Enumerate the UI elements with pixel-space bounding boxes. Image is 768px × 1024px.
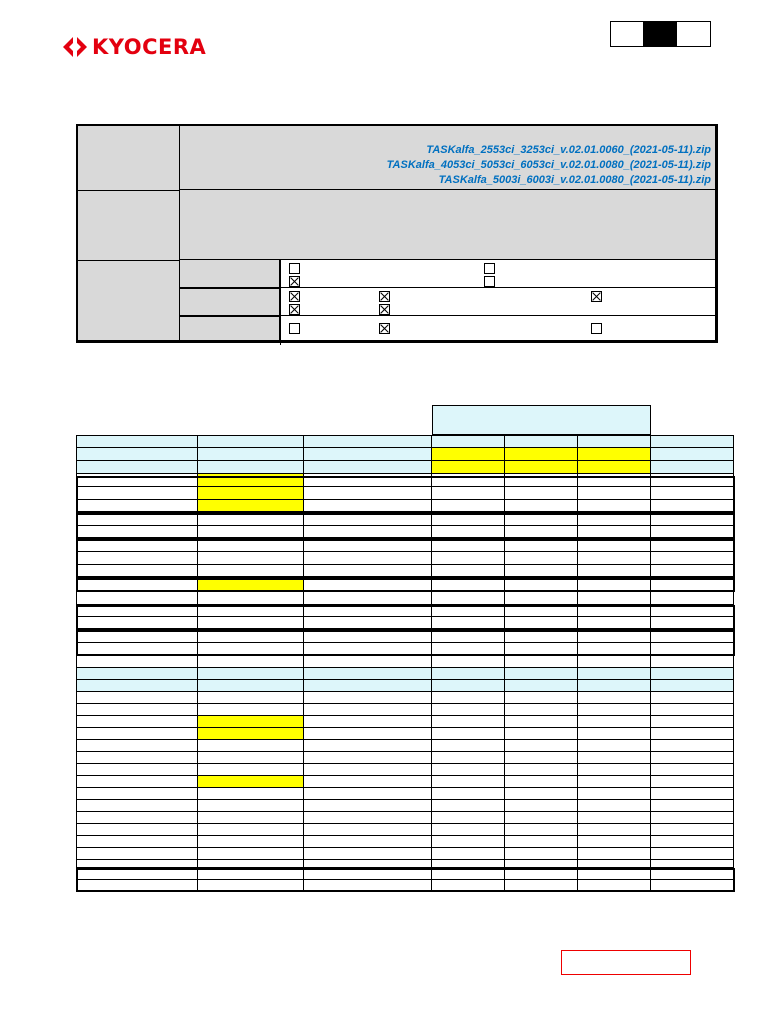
grid-cell: [432, 740, 505, 752]
grid-cell: [651, 824, 734, 836]
grid-cell: [198, 764, 304, 776]
grid-cell: [198, 728, 304, 740]
grid-cell: [432, 680, 505, 692]
grid-cell: [198, 461, 304, 474]
grid-cell: [578, 788, 651, 800]
grid-cell: [651, 656, 734, 668]
grid-cell: [76, 461, 198, 474]
grid-cell: [198, 836, 304, 848]
grid-cell: [651, 692, 734, 704]
grid-cell: [198, 812, 304, 824]
grid-cell: [76, 788, 198, 800]
grid-cell: [198, 752, 304, 764]
grid-cell: [651, 680, 734, 692]
grid-cell: [651, 592, 734, 605]
grid-cell: [578, 776, 651, 788]
grid-cell: [578, 592, 651, 605]
grid-cell: [578, 764, 651, 776]
grid-cell: [76, 692, 198, 704]
grid-group-outline: [76, 605, 735, 630]
grid-cell: [76, 824, 198, 836]
red-outline-box: [561, 950, 691, 975]
grid-group-outline: [76, 513, 735, 539]
grid-cell: [76, 752, 198, 764]
grid-cell: [651, 788, 734, 800]
grid-cell: [578, 860, 651, 868]
grid-cell: [304, 776, 432, 788]
firmware-file[interactable]: TASKalfa_4053ci_5053ci_6053ci_v.02.01.0080_(2021-05-11).zip: [386, 159, 711, 171]
grid-cell: [198, 448, 304, 461]
grid-cell: [432, 656, 505, 668]
grid-cell: [198, 435, 304, 448]
grid-cell: [304, 800, 432, 812]
grid-group-outline: [76, 578, 735, 592]
grid-group-outline: [76, 476, 735, 513]
grid-cell: [304, 704, 432, 716]
grid-cell: [651, 668, 734, 680]
grid-cell: [578, 692, 651, 704]
brand-name: KYOCERA: [92, 35, 207, 59]
grid-cell: [578, 752, 651, 764]
grid-cell: [505, 788, 578, 800]
grid-cell: [198, 740, 304, 752]
grid-cell: [651, 435, 734, 448]
grid-group-outline: [76, 868, 735, 892]
grid-cell: [651, 752, 734, 764]
grid-cell: [198, 592, 304, 605]
grid-cell: [432, 860, 505, 868]
grid-cell: [578, 728, 651, 740]
grid-cell: [432, 704, 505, 716]
grid-header-box: [432, 405, 651, 435]
grid-cell: [432, 848, 505, 860]
grid-cell: [198, 668, 304, 680]
grid-cell: [432, 692, 505, 704]
grid-cell: [304, 824, 432, 836]
grid-cell: [76, 435, 198, 448]
grid-cell: [651, 860, 734, 868]
grid-cell: [76, 592, 198, 605]
grid-cell: [432, 592, 505, 605]
grid-cell: [432, 800, 505, 812]
grid-cell: [505, 860, 578, 868]
grid-cell: [432, 461, 505, 474]
grid-cell: [505, 740, 578, 752]
grid-cell: [505, 728, 578, 740]
grid-cell: [304, 656, 432, 668]
grid-cell: [505, 764, 578, 776]
grid-cell: [505, 776, 578, 788]
grid-cell: [505, 668, 578, 680]
grid-cell: [76, 860, 198, 868]
grid-cell: [505, 848, 578, 860]
grid-cell: [198, 860, 304, 868]
grid-cell: [76, 812, 198, 824]
grid-cell: [578, 740, 651, 752]
grid-cell: [304, 680, 432, 692]
grid-cell: [76, 716, 198, 728]
grid-cell: [651, 740, 734, 752]
grid-cell: [198, 656, 304, 668]
grid-cell: [432, 752, 505, 764]
grid-cell: [304, 716, 432, 728]
grid-cell: [432, 435, 505, 448]
grid-cell: [505, 448, 578, 461]
grid-cell: [304, 764, 432, 776]
grid-cell: [651, 776, 734, 788]
grid-cell: [432, 776, 505, 788]
grid-cell: [76, 848, 198, 860]
grid-cell: [432, 728, 505, 740]
grid-cell: [76, 656, 198, 668]
grid-cell: [578, 812, 651, 824]
grid-cell: [505, 716, 578, 728]
grid-cell: [76, 728, 198, 740]
grid-cell: [432, 764, 505, 776]
grid-cell: [578, 680, 651, 692]
grid-cell: [578, 461, 651, 474]
grid-cell: [76, 448, 198, 461]
grid-cell: [651, 704, 734, 716]
grid-cell: [432, 824, 505, 836]
grid-cell: [198, 824, 304, 836]
grid-cell: [76, 740, 198, 752]
grid-cell: [578, 656, 651, 668]
grid-cell: [651, 728, 734, 740]
grid-cell: [651, 812, 734, 824]
grid-cell: [578, 836, 651, 848]
grid-cell: [76, 680, 198, 692]
grid-cell: [198, 848, 304, 860]
grid-cell: [578, 824, 651, 836]
grid-cell: [651, 800, 734, 812]
grid-cell: [304, 461, 432, 474]
grid-cell: [304, 448, 432, 461]
grid-cell: [651, 716, 734, 728]
grid-cell: [651, 764, 734, 776]
grid-cell: [432, 836, 505, 848]
firmware-file[interactable]: TASKalfa_5003i_6003i_v.02.01.0080_(2021-05-11).zip: [438, 174, 711, 186]
grid-cell: [578, 704, 651, 716]
grid-cell: [304, 848, 432, 860]
grid-cell: [432, 812, 505, 824]
grid-cell: [578, 435, 651, 448]
grid-cell: [505, 680, 578, 692]
grid-cell: [432, 716, 505, 728]
grid-cell: [578, 668, 651, 680]
grid-cell: [304, 740, 432, 752]
grid-group-outline: [76, 630, 735, 656]
grid-cell: [505, 836, 578, 848]
grid-cell: [76, 776, 198, 788]
grid-cell: [304, 592, 432, 605]
grid-cell: [76, 704, 198, 716]
grid-cell: [651, 848, 734, 860]
grid-cell: [505, 461, 578, 474]
grid-cell: [198, 776, 304, 788]
grid-cell: [505, 812, 578, 824]
firmware-file[interactable]: TASKalfa_2553ci_3253ci_v.02.01.0060_(2021-05-11).zip: [426, 144, 711, 156]
grid-cell: [304, 668, 432, 680]
grid-cell: [432, 448, 505, 461]
grid-group-outline: [76, 539, 735, 578]
grid-cell: [505, 704, 578, 716]
grid-cell: [505, 435, 578, 448]
grid-cell: [198, 680, 304, 692]
grid-cell: [432, 788, 505, 800]
grid-cell: [198, 704, 304, 716]
grid-cell: [578, 716, 651, 728]
grid-cell: [304, 788, 432, 800]
grid-cell: [76, 764, 198, 776]
grid-cell: [578, 848, 651, 860]
grid-cell: [651, 836, 734, 848]
grid-cell: [304, 435, 432, 448]
grid-cell: [432, 668, 505, 680]
grid-cell: [505, 824, 578, 836]
grid-cell: [304, 692, 432, 704]
grid-cell: [578, 448, 651, 461]
grid-cell: [198, 800, 304, 812]
grid-cell: [304, 812, 432, 824]
grid-cell: [505, 592, 578, 605]
grid-cell: [505, 752, 578, 764]
grid-cell: [76, 800, 198, 812]
grid-cell: [505, 692, 578, 704]
grid-cell: [505, 656, 578, 668]
grid-cell: [304, 860, 432, 868]
grid-cell: [198, 716, 304, 728]
grid-cell: [198, 788, 304, 800]
grid-cell: [304, 752, 432, 764]
grid-cell: [505, 800, 578, 812]
grid-cell: [304, 836, 432, 848]
grid-cell: [76, 836, 198, 848]
grid-cell: [304, 728, 432, 740]
grid-cell: [578, 800, 651, 812]
grid-cell: [651, 461, 734, 474]
grid-cell: [76, 668, 198, 680]
grid-cell: [651, 448, 734, 461]
grid-cell: [198, 692, 304, 704]
